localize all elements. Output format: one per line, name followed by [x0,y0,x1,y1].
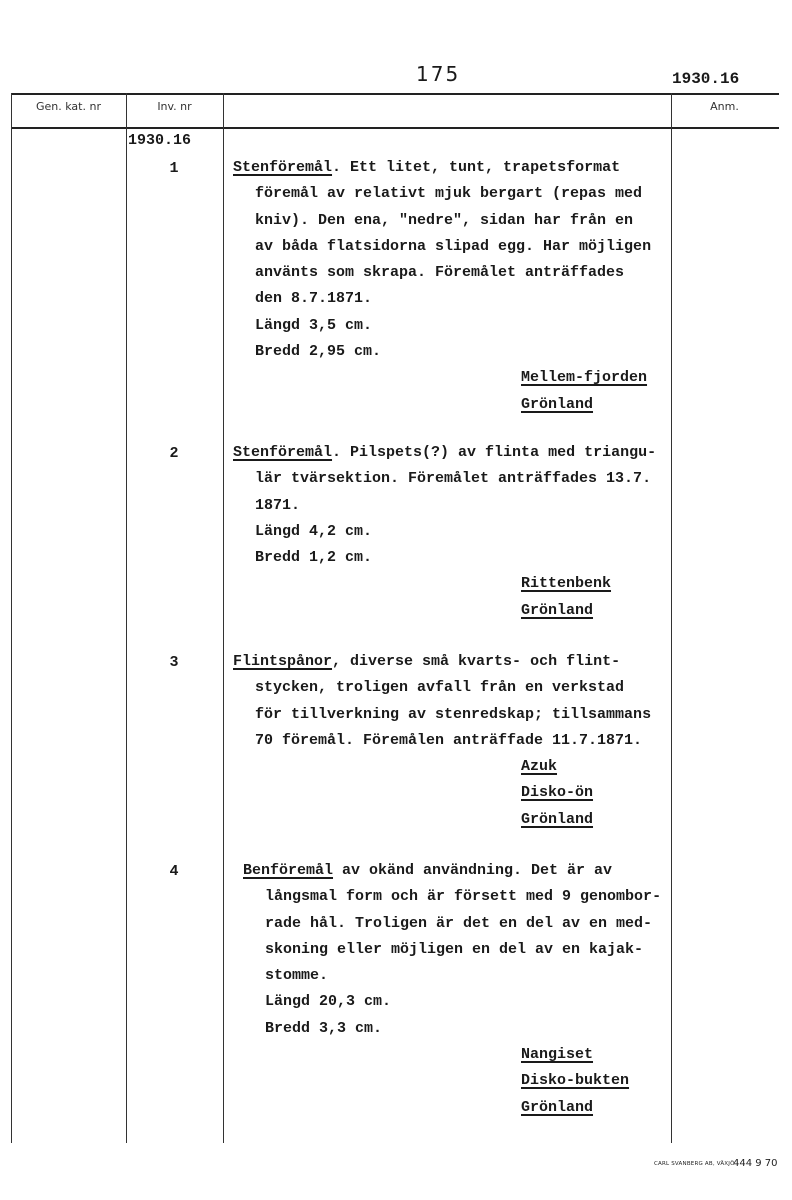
column-divider [126,93,127,1143]
entry-line: lär tvärsektion. Föremålet anträffades 13.7. [255,470,652,488]
page-number: 175 [416,62,461,86]
entry-line: föremål av relativt mjuk bergart (repas med [255,185,643,203]
entry-line: stomme. [265,967,329,985]
inv-number: 3 [169,654,179,671]
entry-line: kniv). Den ena, "nedre", sidan har från en [255,211,634,229]
catalog-entry [233,649,673,833]
entry-line: den 8.7.1871. [255,290,373,308]
inv-number: 4 [169,863,179,880]
entry-line: Bredd 3,3 cm. [265,1019,383,1037]
printer-imprint: CARL SVANBERG AB, VÄXJÖ [654,1161,735,1167]
column-header-inv-nr: Inv. nr [157,100,192,113]
catalog-entry [233,440,673,624]
entry-line: . Pilspets(?) av flinta med triangu- [332,444,657,461]
entry-location: Disko-ön [521,784,594,802]
form-number: 444 9 70 [733,1158,778,1169]
entry-line: 70 föremål. Föremålen anträffade 11.7.1871. [255,731,643,749]
entry-location: Grönland [521,1098,594,1116]
entry-line: långsmal form och är försett med 9 genombor- [265,888,662,906]
entry-line: rade hål. Troligen är det en del av en med- [265,914,653,932]
entry-line: , diverse små kvarts- och flint- [332,653,621,670]
entry-line: Längd 20,3 cm. [265,993,392,1011]
entry-location: Grönland [521,601,594,619]
entry-location: Grönland [521,810,594,828]
entry-line: Bredd 1,2 cm. [255,549,373,567]
column-header-gen-kat-nr: Gen. kat. nr [36,100,101,113]
column-header-anm: Anm. [710,100,739,113]
entry-line: av båda flatsidorna slipad egg. Har möjligen [255,237,652,255]
entry-line: för tillverkning av stenredskap; tillsammans [255,705,652,723]
entry-location: Grönland [521,395,594,413]
entry-line: stycken, troligen avfall från en verkstad [255,679,625,697]
entry-title: Stenföremål [233,444,333,461]
entry-line: Längd 3,5 cm. [255,316,373,334]
entry-line: Bredd 2,95 cm. [255,343,382,361]
entry-location: Mellem-fjorden [521,369,648,387]
entry-location: Rittenbenk [521,575,612,593]
entry-title: Flintspånor [233,653,333,670]
entry-line: 1871. [255,496,301,514]
column-divider [223,93,224,1143]
entry-line: Längd 4,2 cm. [255,522,373,540]
entry-title: Benföremål [243,862,334,879]
entry-line: använts som skrapa. Föremålet anträffades [255,264,625,282]
entry-location: Nangiset [521,1046,594,1064]
entry-location: Azuk [521,758,558,776]
header-reference: 1930.16 [672,70,740,88]
inv-number: 2 [169,445,179,462]
entry-line: skoning eller möjligen en del av en kajak- [265,940,644,958]
catalog-entry [233,155,673,418]
entry-line: . Ett litet, tunt, trapetsformat [332,159,621,176]
inv-number: 1 [169,160,179,177]
column-divider [11,93,12,1143]
catalog-entry [243,858,683,1121]
entry-location: Disko-bukten [521,1072,630,1090]
entry-title: Stenföremål [233,159,333,176]
entry-line: av okänd användning. Det är av [333,862,613,879]
inv-group-number: 1930.16 [128,132,192,149]
